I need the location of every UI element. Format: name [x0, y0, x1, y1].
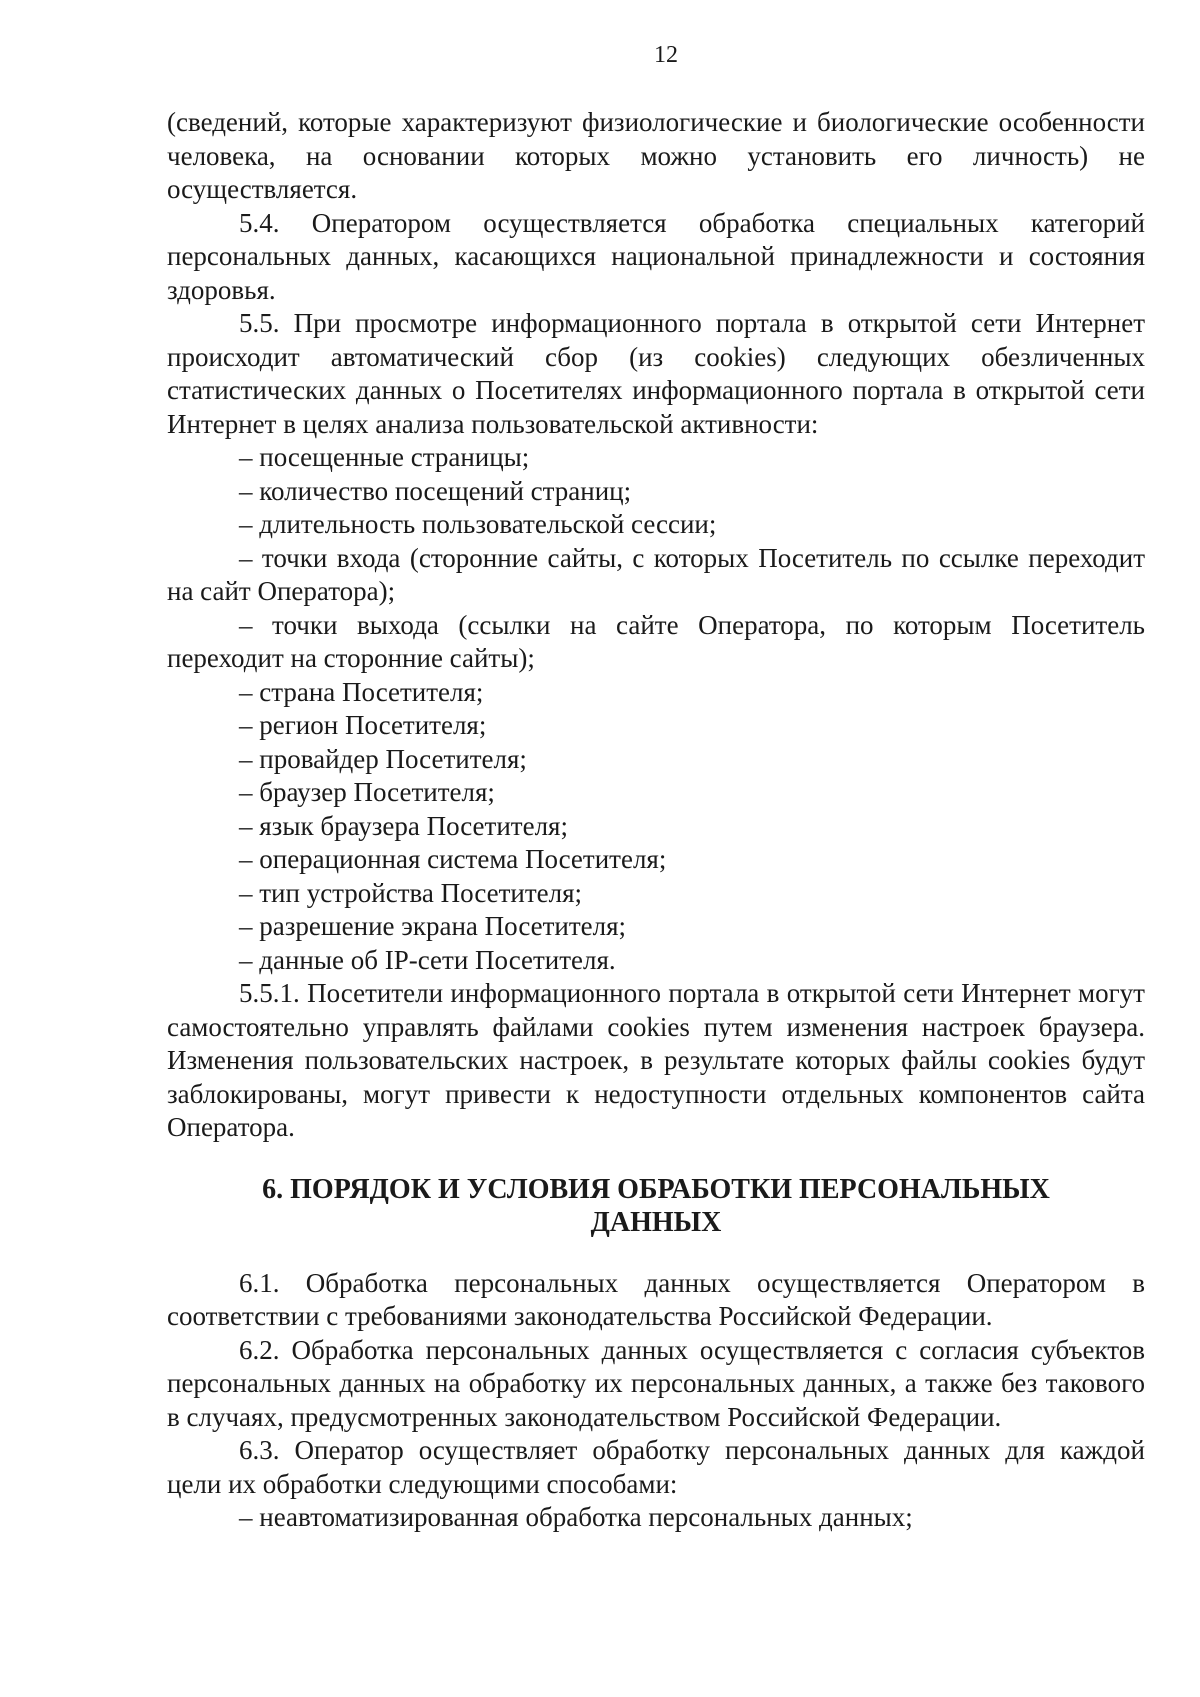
list-item: – неавтоматизированная обработка персональных данных; — [239, 1502, 913, 1532]
list-item: – регион Посетителя; — [239, 710, 487, 740]
list-item: – браузер Посетителя; — [239, 777, 495, 807]
list-item: – данные об IP-сети Посетителя. — [239, 944, 616, 975]
list-item: – тип устройства Посетителя; — [239, 877, 583, 908]
paragraph-5-4: 5.4. Оператором осуществляется обработка специальных категорий персональных данных, касающихся национальной принадлежности и состояния здоровья. — [167, 207, 1145, 305]
paragraph-5-5-1: 5.5.1. Посетители информационного портала в открытой сети Интернет могут самостоятельно управлять файлами cookies путем изменения настроек браузера. Изменения пользовательских настроек, в результате которых файлы cookies будут заблокированы, могут привести к недоступности отдельных компонентов сайта Оператора. — [167, 978, 1145, 1142]
list-item: – точки входа (сторонние сайты, с которых Посетитель по ссылке переходит на сайт Оператора); — [167, 542, 1145, 606]
paragraph-5-5: 5.5. При просмотре информационного портала в открытой сети Интернет происходит автоматический сбор (из cookies) следующих обезличенных статистических данных о Посетителях информационного портала в открытой сети Интернет в целях анализа пользовательской активности: — [167, 308, 1145, 439]
page-number: 12 — [654, 42, 678, 68]
list-item: – страна Посетителя; — [239, 676, 484, 707]
paragraph-6-1: 6.1. Обработка персональных данных осуществляется Оператором в соответствии с требованиями законодательства Российской Федерации. — [167, 1267, 1145, 1331]
list-item: – операционная система Посетителя; — [239, 844, 667, 874]
list-item: – провайдер Посетителя; — [239, 743, 527, 774]
list-item: – разрешение экрана Посетителя; — [239, 911, 627, 941]
list-item: – количество посещений страниц; — [239, 475, 632, 506]
document-page — [167, 40, 1145, 1535]
section-heading: 6. ПОРЯДОК И УСЛОВИЯ ОБРАБОТКИ ПЕРСОНАЛЬНЫХ ДАННЫХ — [262, 1173, 1050, 1238]
list-item: – длительность пользовательской сессии; — [239, 509, 717, 539]
paragraph-biometric: (сведений, которые характеризуют физиологические и биологические особенности человека, на основании которых можно установить его личность) не осуществляется. — [167, 107, 1145, 204]
paragraph-6-3: 6.3. Оператор осуществляет обработку персональных данных для каждой цели их обработки следующими способами: — [167, 1435, 1145, 1499]
list-item: – посещенные страницы; — [239, 442, 530, 472]
paragraph-6-2: 6.2. Обработка персональных данных осуществляется с согласия субъектов персональных данных на обработку их персональных данных, а также без такового в случаях, предусмотренных законодательством Российской Федерации. — [167, 1334, 1145, 1432]
list-item: – язык браузера Посетителя; — [239, 810, 568, 841]
list-item: – точки выхода (ссылки на сайте Оператора, по которым Посетитель переходит на сторонние сайты); — [167, 609, 1145, 673]
